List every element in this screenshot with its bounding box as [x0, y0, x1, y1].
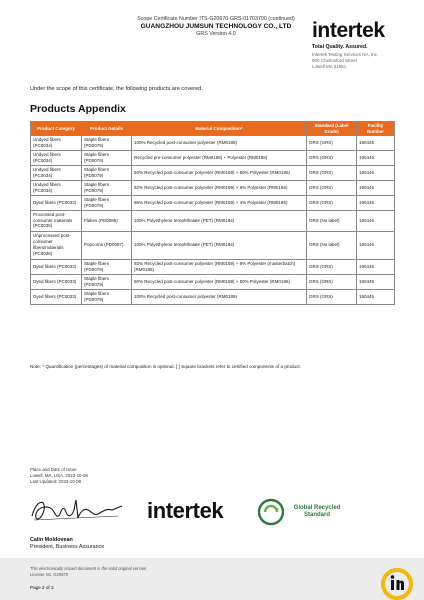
- signer-name: Calin Moldovean: [30, 537, 73, 543]
- place-and-date: [30, 467, 88, 485]
- address-line-1: Intertek Testing Services NA, Inc.: [312, 52, 379, 57]
- column-header: Material Composition*: [132, 122, 307, 136]
- table-row: [31, 180, 395, 195]
- table-row: [31, 259, 395, 274]
- table-cell: Undyed fibers (PC0034): [31, 150, 82, 165]
- table-cell: 100% Recycled post-consumer polyester (RM0189): [132, 289, 307, 304]
- table-cell: 50% Recycled post-consumer polyester (RM0189) + 50% Polyester (RM0186): [132, 274, 307, 289]
- address: [312, 52, 408, 70]
- signer-block: [30, 537, 104, 552]
- intertek-logo: intertek: [147, 498, 224, 523]
- table-cell: 190445: [357, 259, 395, 274]
- table-cell: GRS (No label): [307, 231, 357, 259]
- intertek-in-circle-icon: [380, 567, 414, 600]
- certificate-number: Scope Certificate Number ITS-G20670-GRS-01703700 (continued): [137, 16, 295, 22]
- place-date-label: Place and Date of Issue: [30, 467, 77, 472]
- table-cell: Staple fibers (PD0079): [82, 195, 132, 210]
- table-cell: 96% Recycled post-consumer polyester (RM0189) + 4% Polyester (RM0186): [132, 195, 307, 210]
- intertek-logo-block: [312, 20, 408, 70]
- table-footnote: Note: * Quantification (percentages) of material composition is optional. [ ] Square brackets refer to certified components of a product.: [30, 364, 301, 369]
- table-cell: 190445: [357, 210, 395, 231]
- table-cell: 190445: [357, 231, 395, 259]
- table-cell: Popcorns (PD0087): [82, 231, 132, 259]
- table-cell: 100% Recycled post-consumer polyester (RM0189): [132, 136, 307, 150]
- address-line-2: 900 Chelmsford Street: [312, 57, 358, 63]
- table-cell: 190445: [357, 165, 395, 180]
- table-cell: 100% Polyethylene terephthalate (PET) (RM0194): [132, 210, 307, 231]
- table-cell: GRS (No label): [307, 210, 357, 231]
- table-cell: GRS (GRS): [307, 180, 357, 195]
- page-footer: [0, 558, 424, 600]
- table-cell: Staple fibers (PD0079): [82, 180, 132, 195]
- table-row: [31, 231, 395, 259]
- table-cell: 92% Recycled post-consumer polyester (RM0189) + 8% Polyester (masterbatch) (RM0186): [132, 259, 307, 274]
- table-cell: 92% Recycled post-consumer polyester (RM0189) + 8% Polyester (RM0186): [132, 180, 307, 195]
- table-cell: Undyed fibers (PC0034): [31, 165, 82, 180]
- table-cell: Staple fibers (PD0079): [82, 136, 132, 150]
- grs-line-2: Standard: [303, 511, 330, 518]
- table-cell: Undyed fibers (PC0034): [31, 136, 82, 150]
- table-row: [31, 274, 395, 289]
- column-header: Standard (Label Grade): [307, 122, 357, 136]
- company-name: GUANGZHOU JUMSUN TECHNOLOGY CO., LTD: [140, 22, 292, 30]
- table-cell: 190445: [357, 150, 395, 165]
- column-header: Product Category: [31, 122, 82, 136]
- table-row: [31, 289, 395, 304]
- table-row: [31, 150, 395, 165]
- footer-license: License No. G20670: [30, 572, 69, 577]
- table-cell: Processed post-consumer materials (PC0035): [31, 210, 82, 231]
- page-title: Products Appendix: [30, 103, 126, 115]
- table-row: [31, 195, 395, 210]
- table-cell: GRS (GRS): [307, 150, 357, 165]
- table-cell: Undyed fibers (PC0034): [31, 180, 82, 195]
- table-cell: GRS (GRS): [307, 136, 357, 150]
- column-header: Facility Number: [357, 122, 395, 136]
- column-header: Product Details: [82, 122, 132, 136]
- place-date-value: Lowell, MA, USA, 2023-10-08: [30, 472, 88, 478]
- table-cell: 100% Polyethylene terephthalate (PET) (RM0194): [132, 231, 307, 259]
- signer-title: President, Business Assurance: [30, 544, 105, 551]
- table-cell: 190445: [357, 274, 395, 289]
- signature-icon: [28, 494, 128, 526]
- scope-note: Under the scope of this certificate, the following products are covered.: [30, 86, 203, 92]
- table-cell: Recycled pre-consumer polyester (RM0188) + Polyester (RM0186): [132, 150, 307, 165]
- table-cell: Dyed fibers (PC0033): [31, 274, 82, 289]
- standard-version: GRS Version 4.0: [196, 30, 236, 37]
- table-cell: Dyed fibers (PC0033): [31, 289, 82, 304]
- table-cell: Flakes (PD0086): [82, 210, 132, 231]
- address-line-3: Lowell MA 01851: [312, 63, 347, 69]
- table-header-row: [31, 122, 395, 136]
- grs-line-1: Global Recycled: [293, 505, 341, 511]
- intertek-logo: intertek: [312, 19, 385, 42]
- table-cell: Dyed fibers (PC0033): [31, 259, 82, 274]
- table-row: [31, 210, 395, 231]
- table-cell: Staple fibers (PD0079): [82, 150, 132, 165]
- page-number: Page 2 of 3: [30, 585, 54, 590]
- table-cell: Unprocessed post-consumer fibers/materials (PC0036): [31, 231, 82, 259]
- table-cell: Staple fibers (PD0079): [82, 274, 132, 289]
- products-table: [30, 121, 395, 305]
- table-cell: 50% Recycled post-consumer polyester (RM0189) + 50% Polyester (RM0186): [132, 165, 307, 180]
- table-cell: 190445: [357, 289, 395, 304]
- certificate-heading: [116, 16, 316, 37]
- table-cell: Dyed fibers (PC0033): [31, 195, 82, 210]
- table-cell: GRS (GRS): [307, 274, 357, 289]
- table-cell: 190445: [357, 195, 395, 210]
- tagline: Total Quality. Assured.: [312, 44, 368, 50]
- table-cell: 190445: [357, 180, 395, 195]
- last-updated: Last Updated: 2023-10-08: [30, 478, 82, 484]
- table-row: [31, 136, 395, 150]
- footer-validity-note: This electronically issued document is the valid original version: [30, 566, 147, 571]
- table-cell: GRS (GRS): [307, 165, 357, 180]
- table-cell: Staple fibers (PD0079): [82, 289, 132, 304]
- certificate-header: [0, 0, 424, 80]
- table-cell: GRS (GRS): [307, 195, 357, 210]
- table-cell: Staple fibers (PD0079): [82, 259, 132, 274]
- table-cell: GRS (GRS): [307, 259, 357, 274]
- table-row: [31, 165, 395, 180]
- table-cell: GRS (GRS): [307, 289, 357, 304]
- table-cell: 190445: [357, 136, 395, 150]
- grs-logo-text: [277, 505, 357, 518]
- table-cell: Staple fibers (PD0079): [82, 165, 132, 180]
